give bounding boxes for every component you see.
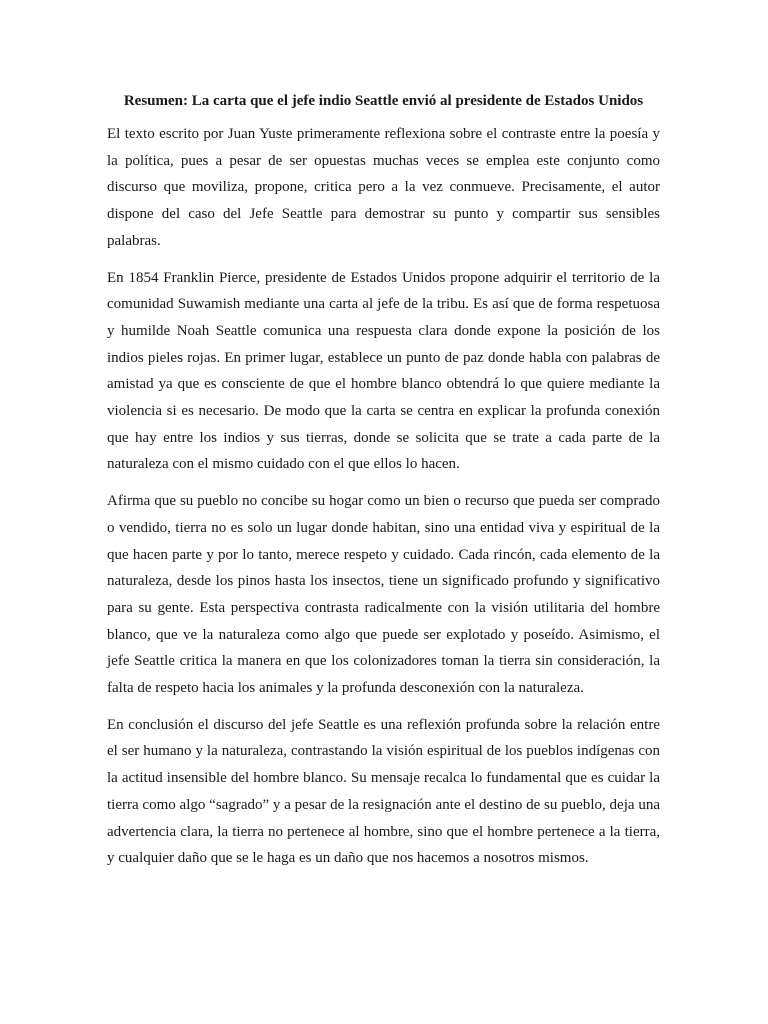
paragraph-conclusion: En conclusión el discurso del jefe Seattle es una reflexión profunda sobre la relación entre el ser humano y la naturaleza, contrastando la visión espiritual de los pueblos indígenas con la actitud insensible del hombre blanco. Su mensaje recalca lo fundamental que es cuidar la tierra como algo “sagrado” y a pesar de la resignación ante el destino de su pueblo, deja una advertencia clara, la tierra no pertenece al hombre, sino que el hombre pertenece a la tierra, y cualquier daño que se le haga es un daño que nos hacemos a nosotros mismos.: [107, 716, 660, 867]
document-title: Resumen: La carta que el jefe indio Seattle envió al presidente de Estados Unidos: [123, 93, 644, 109]
paragraph-context: En 1854 Franklin Pierce, presidente de Estados Unidos propone adquirir el territorio de la comunidad Suwamish mediante una carta al jefe de la tribu. Es así que de forma respetuosa y humilde Noah Seattle comunica una respuesta clara donde expone la posición de los indios pieles rojas. En primer lugar, establece un punto de paz donde habla con palabras de amistad ya que es consciente de que el hombre blanco obtendrá lo que quiere mediante la violencia si es necesario. De modo que la carta se centra en explicar la profunda conexión que hay entre los indios y sus tierras, donde se solicita que se trate a cada parte de la naturaleza con el mismo cuidado con el que ellos lo hacen.: [107, 269, 660, 473]
paragraph-intro: El texto escrito por Juan Yuste primeramente reflexiona sobre el contraste entre la poesía y la política, pues a pesar de ser opuestas muchas veces se emplea este conjunto como discurso que moviliza, propone, critica pero a la vez conmueve. Precisamente, el autor dispone del caso del Jefe Seattle para demostrar su punto y compartir sus sensibles palabras.: [107, 126, 660, 249]
document-body: [107, 88, 660, 882]
paragraph-worldview: Afirma que su pueblo no concibe su hogar como un bien o recurso que pueda ser comprado o vendido, tierra no es solo un lugar donde habitan, sino una entidad viva y espiritual de la que hacen parte y por lo tanto, merece respeto y cuidado. Cada rincón, cada elemento de la naturaleza, desde los pinos hasta los insectos, tiene un significado profundo y significativo para su gente. Esta perspectiva contrasta radicalmente con la visión utilitaria del hombre blanco, que ve la naturaleza como algo que puede ser explotado y poseído. Asimismo, el jefe Seattle critica la manera en que los colonizadores toman la tierra sin consideración, la falta de respeto hacia los animales y la profunda desconexión con la naturaleza.: [107, 493, 660, 697]
